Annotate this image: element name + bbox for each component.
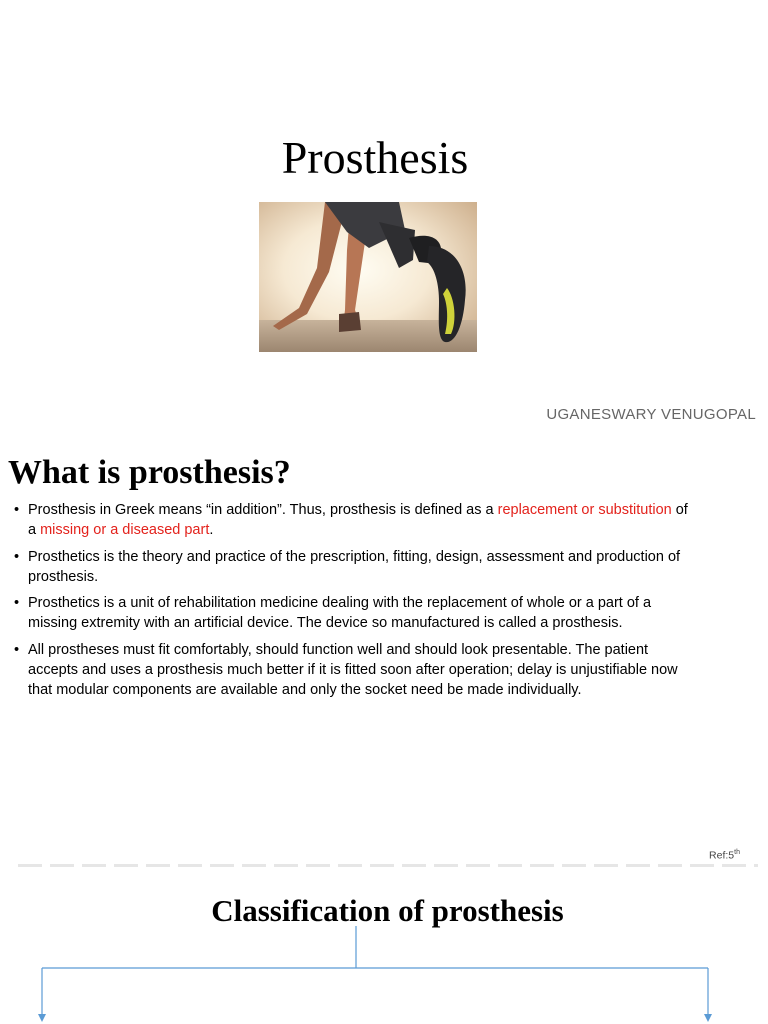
bullet-dot-icon: • [14,641,20,658]
reference-superscript: th [734,849,740,856]
bullet-item [14,593,694,634]
classification-slide [0,874,768,1024]
definition-slide [0,432,768,872]
highlight-text: replacement or substitution [497,502,672,518]
bullet-text: All prostheses must fit comfortably, should function well and should look presentable. The patient accepts and uses a prosthesis much better if it is fitted soon after operation; delay is unjustifiable now that modular components are available and only the socket need be made individually. [28,641,678,699]
bullet-text: of a [28,502,688,539]
reference-label: Ref:5 [709,849,735,862]
bullet-list [14,500,694,707]
author-name: UGANESWARY VENUGOPAL [546,406,756,423]
slide-title: What is prosthesis? [8,454,291,491]
bullet-text: Prosthesis in Greek means “in addition”. Thus, prosthesis is defined as a [28,502,498,518]
runner-prosthetic-leg-photo [259,202,477,352]
bullet-item [14,500,694,541]
bullet-dot-icon: • [14,502,20,518]
highlight-text: missing or a diseased part [40,522,210,539]
bullet-dot-icon: • [14,595,20,612]
arrow-down-icon [704,1014,712,1022]
presentation-title: Prosthesis [281,132,469,183]
bullet-dot-icon: • [14,548,20,565]
classification-tree-connectors [0,924,768,1024]
reference-note [709,849,740,862]
bullet-text: . [209,522,214,539]
bullet-item [14,640,694,701]
slide-title: Classification of prosthesis [211,893,564,928]
bullet-text: Prosthetics is the theory and practice of the prescription, fitting, design, assessment and production of prosthesis. [28,548,681,585]
bullet-text: Prosthetics is a unit of rehabilitation medicine dealing with the replacement of whole or a part of a missing extremity with an artificial device. The device so manufactured is called a prosthesis. [28,595,652,632]
faded-footer-text [18,864,758,867]
title-slide [0,0,768,430]
arrow-down-icon [38,1014,46,1022]
bullet-item [14,547,694,588]
